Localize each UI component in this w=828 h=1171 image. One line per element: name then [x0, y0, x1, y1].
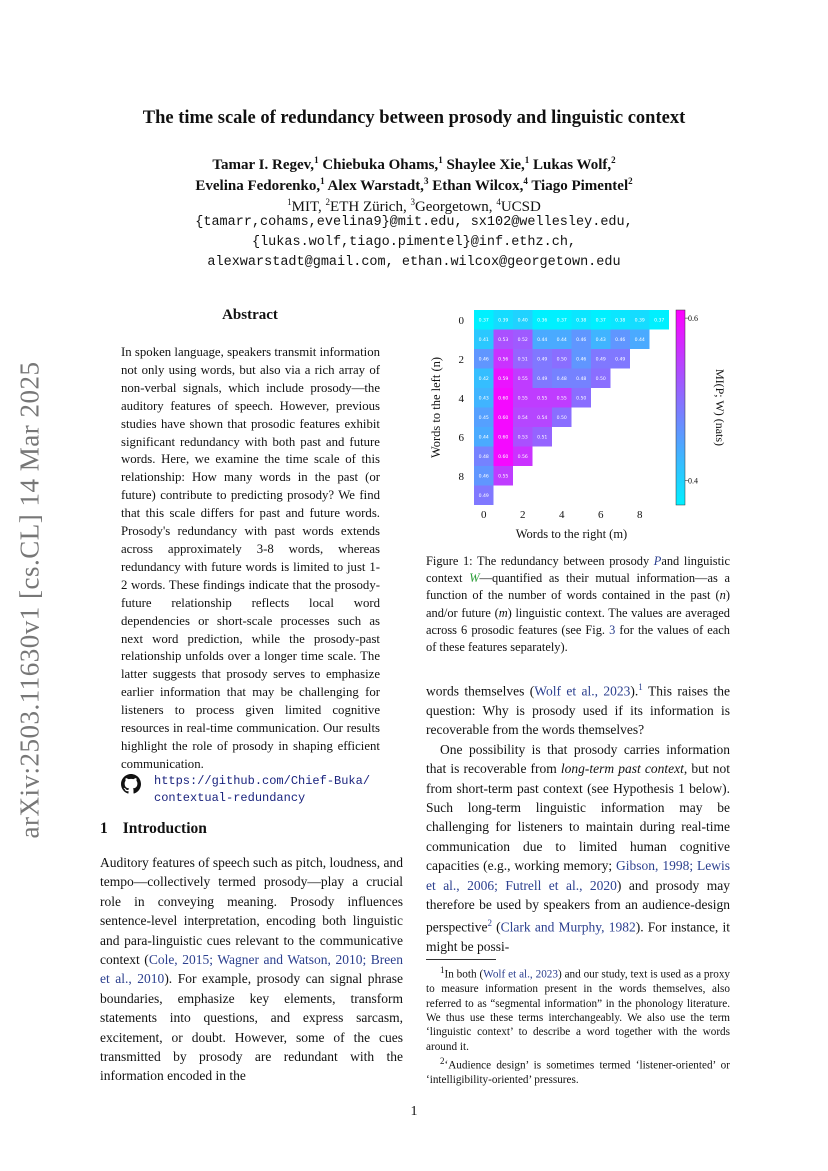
cell-value-label: 0.38: [615, 318, 626, 324]
author: Lukas Wolf,$^2$: [533, 155, 616, 173]
cell-value-label: 0.37: [654, 318, 665, 324]
footnote-rule: [426, 959, 496, 960]
email-line: {lukas.wolf,tiago.pimentel}@inf.ethz.ch,: [251, 235, 577, 250]
cell-value-label: 0.48: [556, 377, 567, 383]
cell-value-label: 0.46: [576, 338, 587, 344]
cell-value-label: 0.37: [556, 318, 567, 324]
mutual-information-heatmap: [426, 298, 730, 550]
cell-value-label: 0.52: [517, 338, 528, 344]
colorbar-label: MI(P; W) (nats): [713, 368, 727, 447]
author: Tiago Pimentel$^2$: [531, 176, 633, 194]
cell-value-label: 0.50: [576, 396, 587, 402]
cell-value-label: 0.55: [537, 396, 548, 402]
cell-value-label: 0.43: [595, 338, 606, 344]
email-line: alexwarstadt@gmail.com, ethan.wilcox@georgetown.edu: [207, 255, 621, 270]
github-icon: [121, 774, 141, 794]
cell-value-label: 0.38: [576, 318, 587, 324]
section-heading-introduction: 1 Introduction: [100, 820, 207, 837]
cell-value-label: 0.39: [634, 318, 645, 324]
cell-value-label: 0.56: [498, 357, 509, 363]
right-column-text: words themselves (Wolf et al., 2023).$^1$ This raises the question: Why is prosody used if its information is recoverable from the words themselves? One possibility is that prosody carries information that is recoverable from long-term past context, but not from short-term past context (see Hypothesis 1 below). Such long-term linguistic information may be challenging for listeners to maintain during real-time communication due to limited human cognitive capacities (e.g., working memory; Gibson, 1998; Lewis et al., 2006; Futrell et al., 2020) and prosody may therefore be used by speakers from an audience-design perspective$^2$ (Clark and Murphy, 1982). For instance, it might be possi-: [426, 682, 730, 955]
cell-value-label: 0.37: [478, 318, 489, 324]
author: Shaylee Xie,$^1$: [446, 155, 530, 173]
author: Alex Warstadt,$^3$: [327, 176, 429, 194]
x-tick-label: 6: [598, 509, 604, 521]
y-tick-label: 4: [458, 392, 464, 405]
x-tick-label: 2: [520, 509, 526, 521]
paper-title: The time scale of redundancy between prosody and linguistic context: [142, 108, 686, 128]
y-tick-label: 2: [458, 353, 464, 366]
arxiv-identifier-stamp: arXiv:2503.11630v1 [cs.CL] 14 Mar 2025: [14, 361, 45, 839]
cell-value-label: 0.37: [595, 318, 606, 324]
cell-value-label: 0.55: [517, 377, 528, 383]
cell-value-label: 0.44: [556, 338, 567, 344]
cell-value-label: 0.42: [478, 377, 489, 383]
cell-value-label: 0.48: [576, 377, 587, 383]
cell-value-label: 0.41: [478, 338, 489, 344]
x-tick-label: 4: [559, 509, 565, 521]
y-tick-label: 6: [458, 431, 464, 444]
cell-value-label: 0.44: [537, 338, 548, 344]
x-tick-label: 8: [637, 509, 643, 521]
footnote-marker[interactable]: 1: [638, 682, 643, 692]
footnotes: [426, 963, 730, 1088]
citation-link[interactable]: Gibson, 1998; Lewis et al., 2006; Futrell et al., 2020: [426, 858, 730, 893]
cell-value-label: 0.55: [498, 474, 509, 480]
cell-value-label: 0.53: [517, 435, 528, 441]
footnote-2: $^2$‘Audience design’ is sometimes termed ‘listener-oriented’ or ‘intelligibility-oriented’ pressures.: [426, 1056, 730, 1087]
citation-link[interactable]: Clark and Murphy, 1982: [500, 919, 636, 935]
introduction-text: Auditory features of speech such as pitch, loudness, and tempo—collectively termed prosody—play a crucial role in conveying meaning. Prosody influences sentence-level interpretation, encoding both linguistic and para-linguistic cues relevant to the communicative context (Cole, 2015; Wagner and Watson, 2010; Breen et al., 2010). For example, prosody can signal phrase boundaries, emphasize key elements, transform statements into questions, and express sarcasm, excitement, or doubt. However, some of the cues transmitted by prosody are redundant with the information encoded in the: [100, 855, 403, 1084]
cell-value-label: 0.59: [498, 377, 509, 383]
y-axis-label: Words to the left (n): [429, 356, 443, 459]
cell-value-label: 0.50: [595, 377, 606, 383]
author: Evelina Fedorenko,$^1$: [195, 176, 325, 194]
x-tick-label: 0: [481, 509, 487, 521]
cell-value-label: 0.56: [517, 455, 528, 461]
cell-value-label: 0.39: [498, 318, 509, 324]
cell-value-label: 0.44: [478, 435, 489, 441]
cell-value-label: 0.49: [595, 357, 606, 363]
cell-value-label: 0.40: [517, 318, 528, 324]
cell-value-label: 0.51: [537, 435, 548, 441]
cell-value-label: 0.60: [498, 416, 509, 422]
footnote-1: $^1$In both (Wolf et al., 2023) and our study, text is used as a proxy to measure information present in the words themselves, also referred to as “segmental information” in the phonology literature. We thus use these terms interchangeably. We also use the term ‘linguistic context’ to describe a word together with the words around it.: [426, 965, 731, 1053]
y-tick-label: 0: [458, 314, 464, 327]
cell-value-label: 0.46: [615, 338, 626, 344]
cell-value-label: 0.54: [517, 416, 528, 422]
cell-value-label: 0.49: [537, 377, 548, 383]
cell-value-label: 0.60: [498, 455, 509, 461]
cell-value-label: 0.49: [478, 494, 489, 500]
github-url[interactable]: https://github.com/Chief-Buka/ contextual-redundancy: [154, 774, 371, 805]
cell-value-label: 0.46: [576, 357, 587, 363]
cell-value-label: 0.43: [478, 396, 489, 402]
cell-value-label: 0.55: [556, 396, 567, 402]
cell-value-label: 0.44: [634, 338, 645, 344]
cell-value-label: 0.48: [478, 455, 489, 461]
email-line: {tamarr,cohams,evelina9}@mit.edu, sx102@wellesley.edu,: [195, 215, 633, 230]
abstract-text: In spoken language, speakers transmit information not only using words, but also via a rich array of non-verbal signals, which include prosody—the auditory features of speech. However, previous studies have shown that prosodic features exhibit significant redundancy with both past and future words. Here, we examine the time scale of this relationship: How many words in the past (or future) contribute to predicting prosody? We find that this scale differs for past and future words. Prosody's redundancy with past words extends across approximately 3-8 words, whereas redundancy with future words is limited to just 1-2 words. These findings indicate that the prosody-future relationship reflects local word dependencies or short-scale processes such as next word prediction, while the prosody-past relationship unfolds over a longer time scale. The latter suggests that prosody serves to emphasize earlier information that may be challenging for listeners to process given limited cognitive resources in real-time communication. Our results highlight the role of prosody in shaping efficient communication.: [121, 345, 380, 771]
x-axis-label: Words to the right (m): [515, 527, 628, 541]
cell-value-label: 0.46: [478, 474, 489, 480]
citation-link[interactable]: Wolf et al., 2023: [534, 683, 631, 699]
citation-link[interactable]: Cole, 2015; Wagner and Watson, 2010; Breen et al., 2010: [100, 952, 403, 987]
cell-value-label: 0.51: [517, 357, 528, 363]
cell-value-label: 0.50: [556, 416, 567, 422]
abstract-heading: Abstract: [222, 307, 278, 323]
cell-value-label: 0.53: [498, 338, 509, 344]
cell-value-label: 0.49: [537, 357, 548, 363]
cell-value-label: 0.50: [556, 357, 567, 363]
cell-value-label: 0.49: [615, 357, 626, 363]
author: Chiebuka Ohams,$^1$: [322, 155, 443, 173]
affiliations: $^1$MIT, $^2$ETH Zürich, $^3$Georgetown, $^4$UCSD: [287, 197, 541, 215]
cell-value-label: 0.46: [478, 357, 489, 363]
author: Ethan Wilcox,$^4$: [432, 176, 528, 194]
figure-caption: Figure 1: The redundancy between prosody Pand linguistic context W—quantified as their mutual information—as a function of the number of words contained in the past (n) and/or future (m) linguistic context. The values are averaged across 6 prosodic features (see Fig. 3 for the values of each of these features separately).: [426, 554, 731, 655]
cell-value-label: 0.60: [498, 396, 509, 402]
footnote-marker[interactable]: 2: [487, 918, 492, 929]
citation-link[interactable]: Wolf et al., 2023: [483, 968, 558, 981]
cell-value-label: 0.54: [537, 416, 548, 422]
colorbar-tick-label: 0.6: [688, 314, 698, 324]
colorbar: [676, 310, 685, 505]
cell-value-label: 0.36: [537, 318, 548, 324]
page-number: 1: [410, 1104, 418, 1119]
colorbar-tick-label: 0.4: [688, 476, 698, 486]
figure-reference-link[interactable]: 3: [609, 622, 616, 637]
cell-value-label: 0.55: [517, 396, 528, 402]
author: Tamar I. Regev,$^1$: [212, 155, 319, 173]
cell-value-label: 0.45: [478, 416, 489, 422]
y-tick-label: 8: [458, 470, 464, 483]
cell-value-label: 0.60: [498, 435, 509, 441]
